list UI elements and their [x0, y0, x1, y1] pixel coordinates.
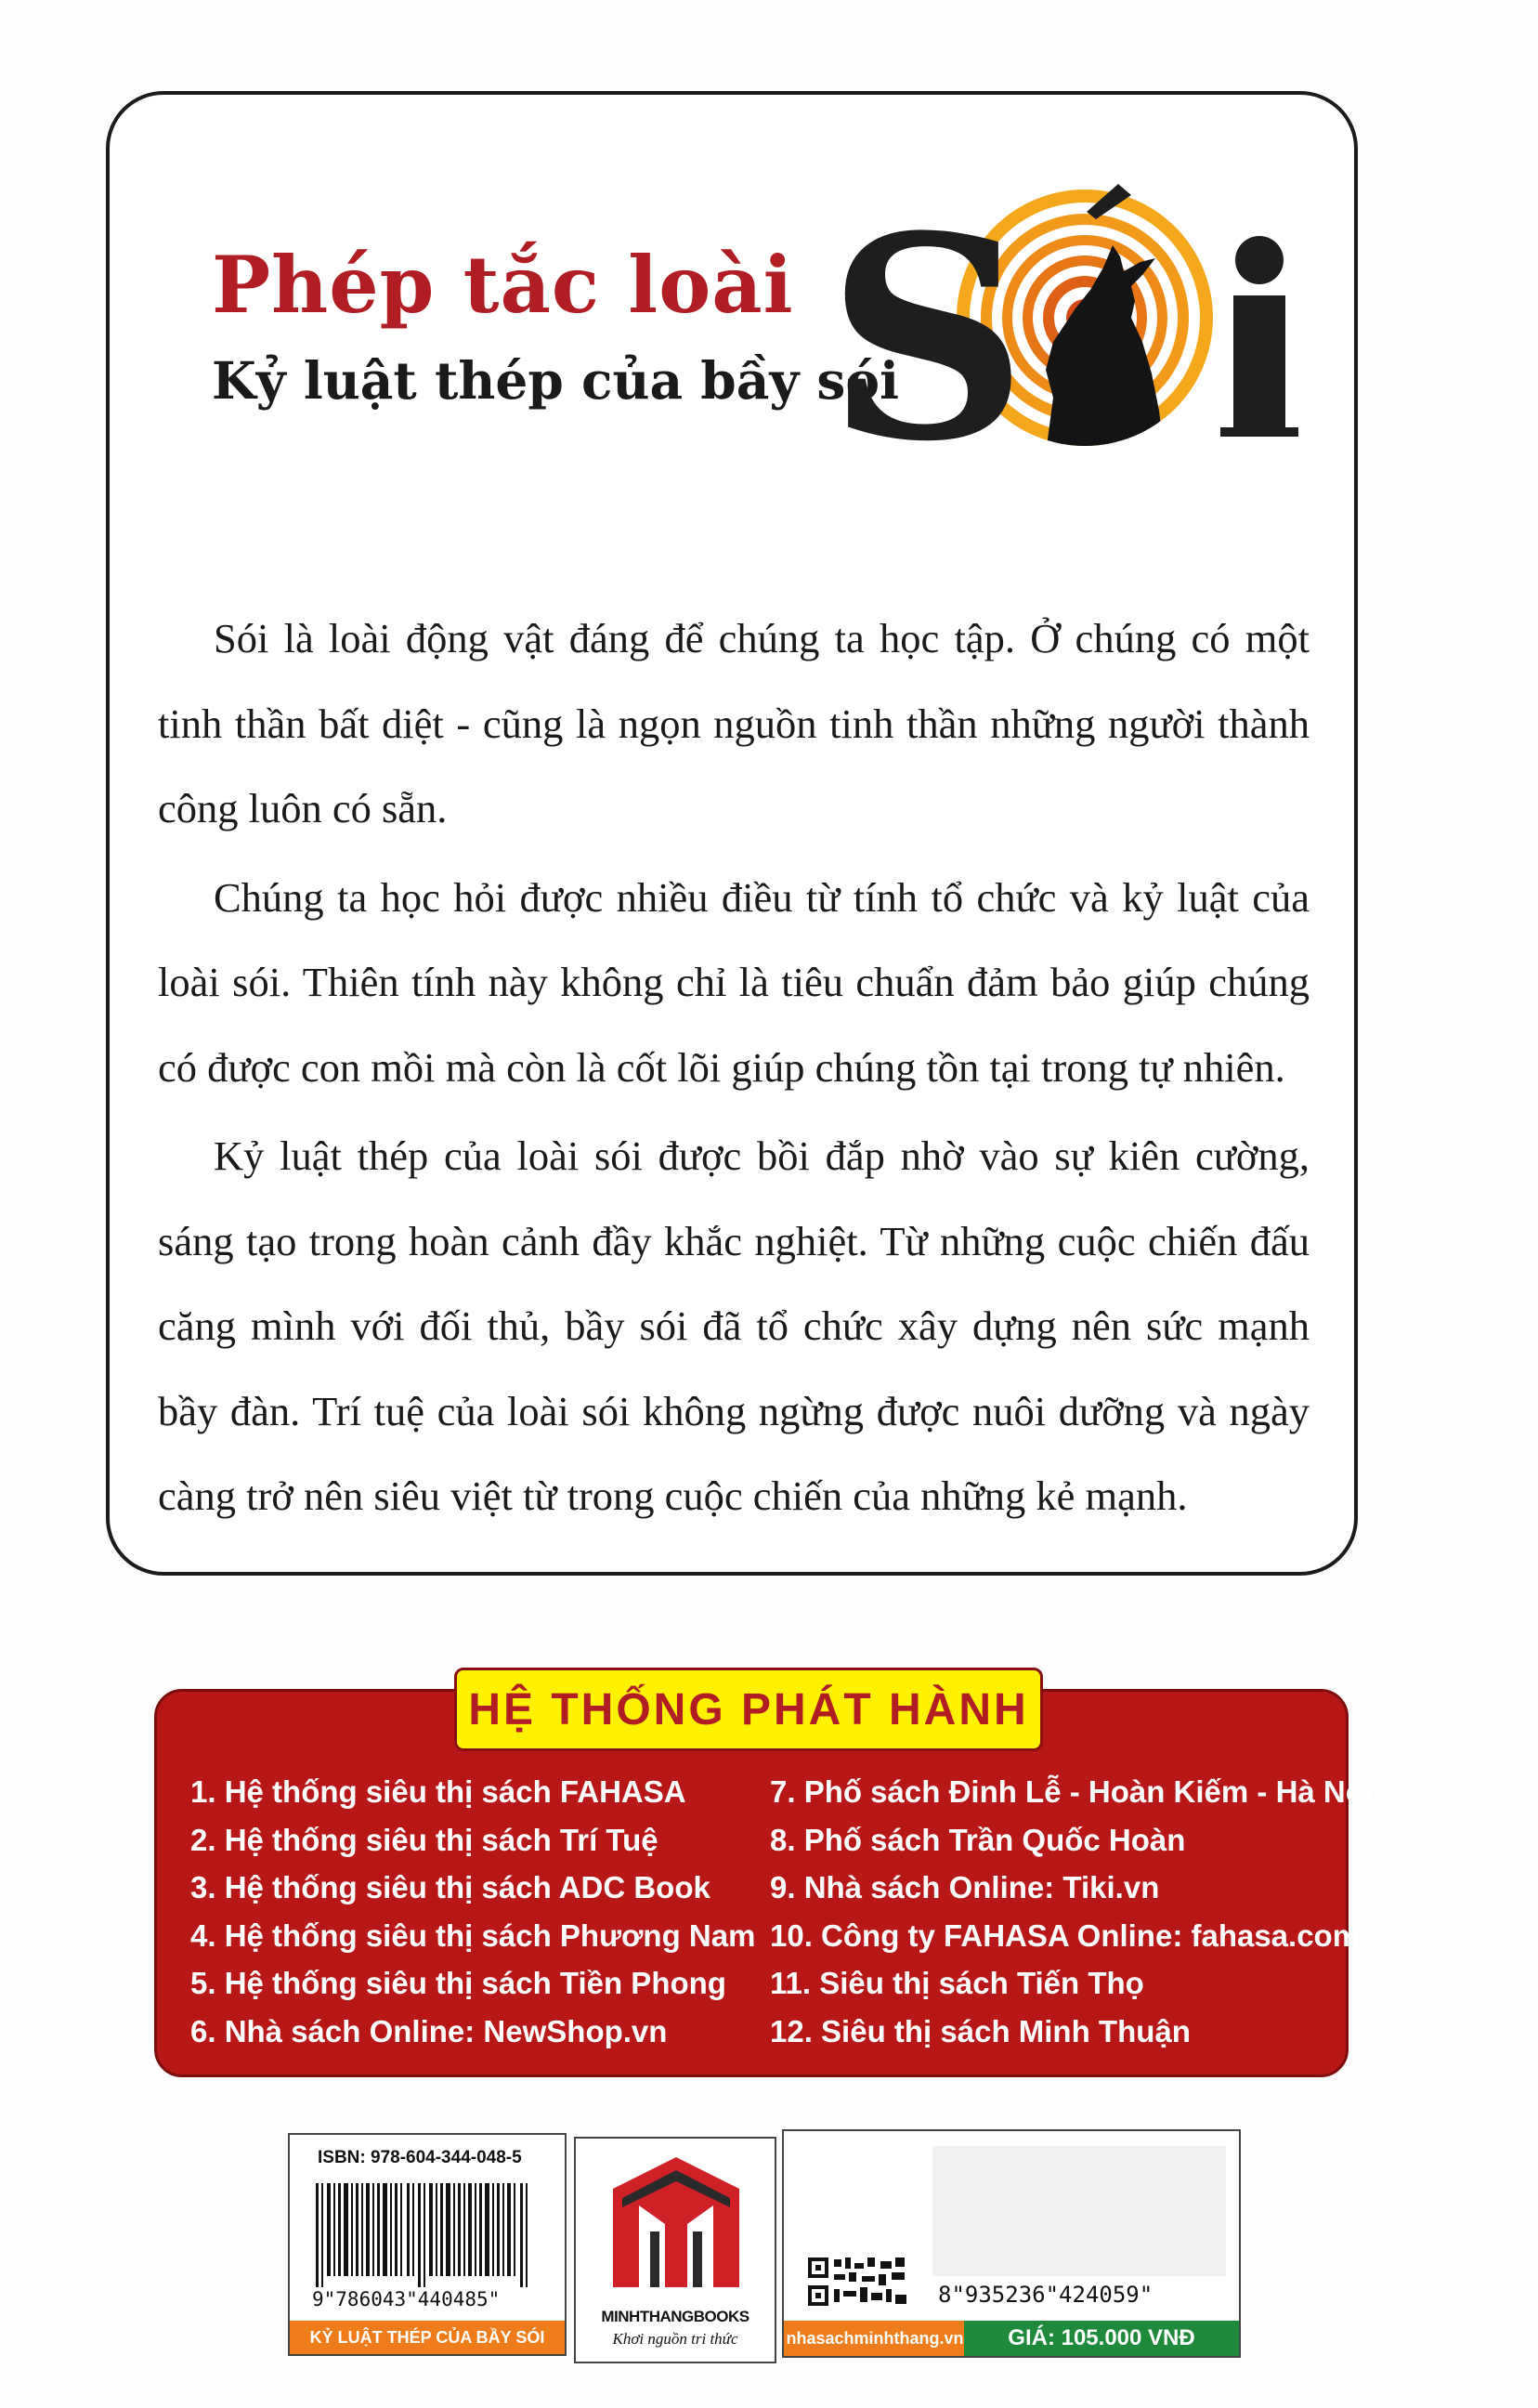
- blurb-paragraph: Sói là loài động vật đáng để chúng ta học tập. Ở chúng có một tinh thần bất diệt - cũng là ngọn nguồn tinh thần những người thành công luôn có sẵn.: [158, 615, 1310, 831]
- soi-logo: [825, 178, 1345, 457]
- title-main: Phép tắc loài: [212, 239, 794, 331]
- list-item: 3. Hệ thống siêu thị sách ADC Book: [190, 1870, 710, 1904]
- list-item: 11. Siêu thị sách Tiến Thọ: [770, 1966, 1144, 2000]
- product-barcode-icon: [932, 2146, 1226, 2310]
- list-item: 1. Hệ thống siêu thị sách FAHASA: [190, 1774, 686, 1809]
- list-item: 10. Công ty FAHASA Online: fahasa.com: [770, 1917, 1361, 1953]
- list-item: 5. Hệ thống siêu thị sách Tiền Phong: [190, 1966, 726, 2000]
- publisher-slogan: Khơi nguồn tri thức: [612, 2330, 738, 2348]
- list-item: 7. Phố sách Đinh Lễ - Hoàn Kiếm - Hà Nội: [770, 1774, 1374, 1809]
- distribution-list-right: [770, 1768, 1373, 2055]
- website-strip: nhasachminhthang.vn: [784, 2321, 966, 2356]
- isbn-title-strip: KỶ LUẬT THÉP CỦA BẦY SÓI: [290, 2321, 565, 2354]
- minhthang-logo-icon: [609, 2152, 743, 2291]
- isbn-label: ISBN: 978-604-344-048-5: [318, 2148, 522, 2167]
- list-item: 12. Siêu thị sách Minh Thuận: [770, 2013, 1191, 2048]
- distribution-list-left: [190, 1768, 755, 2055]
- blurb-paragraph: Chúng ta học hỏi được nhiều điều từ tính tổ chức và kỷ luật của loài sói. Thiên tính này không chỉ là tiêu chuẩn đảm bảo giúp chúng có được con mồi mà còn là cốt lõi giúp chúng tồn tại trong tự nhiên.: [158, 873, 1310, 1091]
- blurb-panel: [106, 91, 1358, 1576]
- letter-i-icon: [1233, 295, 1285, 435]
- list-item: 4. Hệ thống siêu thị sách Phương Nam: [190, 1917, 756, 1953]
- publisher-box: [574, 2137, 776, 2363]
- list-item: 2. Hệ thống siêu thị sách Trí Tuệ: [190, 1822, 658, 1857]
- qr-code-icon: [806, 2254, 910, 2310]
- isbn-barcode-digits: 9"786043"440485": [312, 2288, 501, 2310]
- price-box: [782, 2129, 1241, 2358]
- isbn-barcode-icon: [308, 2183, 541, 2311]
- blurb-text: [158, 596, 1310, 1543]
- letter-s-icon: S: [827, 178, 1028, 457]
- distribution-box: [154, 1684, 1374, 2077]
- distribution-heading: HỆ THỐNG PHÁT HÀNH: [454, 1668, 1043, 1751]
- list-item: 6. Nhà sách Online: NewShop.vn: [190, 2013, 668, 2048]
- product-barcode-digits: 8"935236"424059": [938, 2282, 1154, 2308]
- publisher-name: MINHTHANGBOOKS: [601, 2308, 749, 2325]
- list-item: 9. Nhà sách Online: Tiki.vn: [770, 1870, 1160, 1904]
- title-subtitle: Kỷ luật thép của bầy sói: [212, 350, 899, 411]
- isbn-box: [288, 2133, 567, 2356]
- price-label: GIÁ: 105.000 VNĐ: [964, 2321, 1239, 2356]
- blurb-paragraph: Kỷ luật thép của loài sói được bồi đắp nhờ vào sự kiên cường, sáng tạo trong hoàn cảnh đầy khắc nghiệt. Từ những cuộc chiến đấu căng mình với đối thủ, bầy sói đã tổ chức xây dựng nên sức mạnh bầy đàn. Trí tuệ của loài sói không ngừng được nuôi dưỡng và ngày càng trở nên siêu việt từ trong cuộc chiến của những kẻ mạnh.: [158, 1132, 1310, 1519]
- list-item: 8. Phố sách Trần Quốc Hoàn: [770, 1822, 1186, 1857]
